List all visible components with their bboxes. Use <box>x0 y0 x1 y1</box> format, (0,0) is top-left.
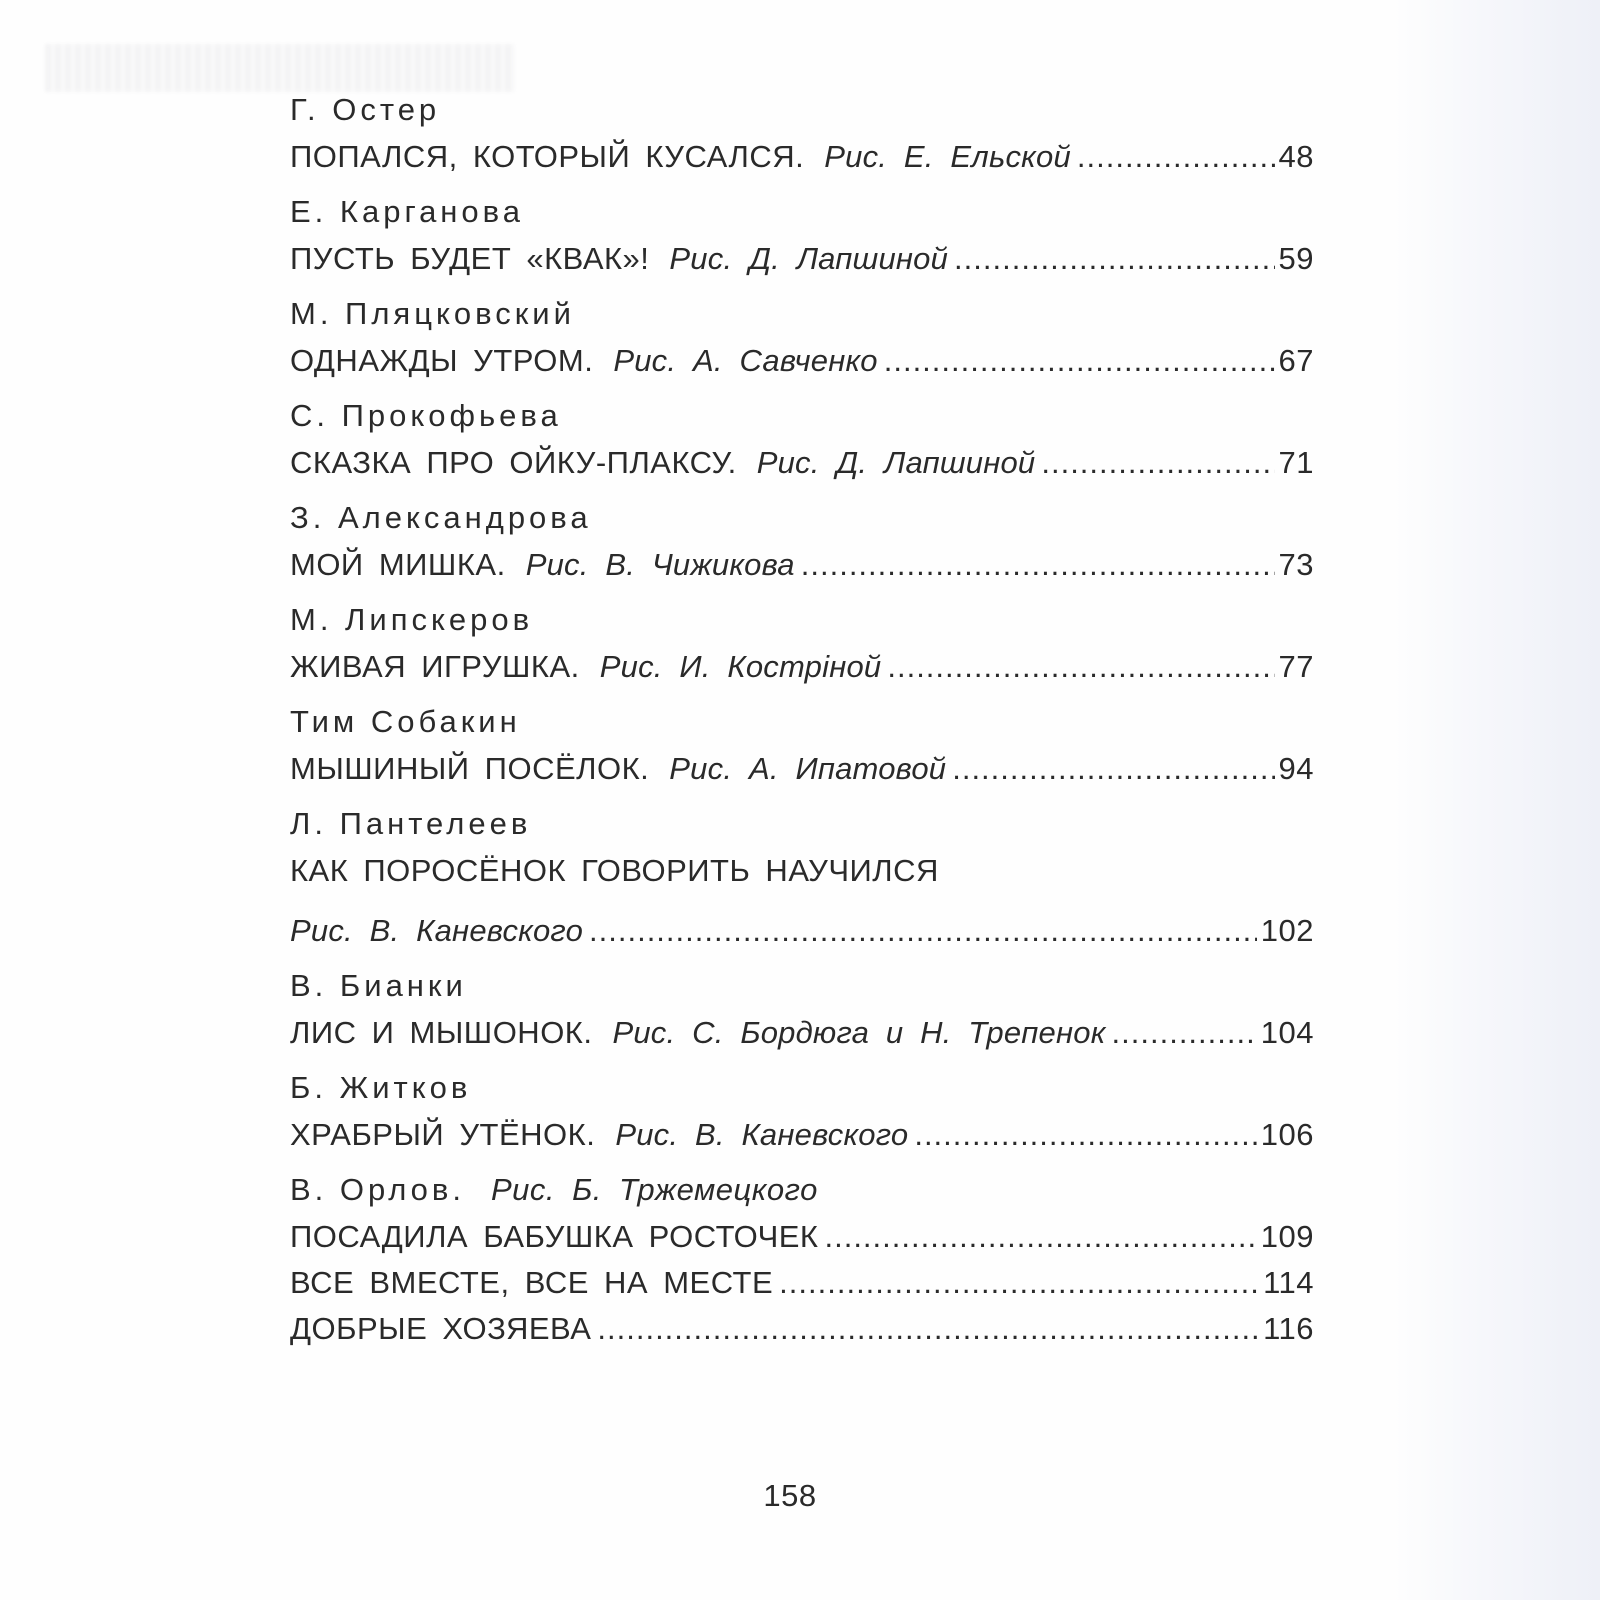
entry-title: ОДНАЖДЫ УТРОМ. <box>290 343 594 378</box>
entry-illustrator: Рис. В. Чижикова <box>525 547 795 582</box>
entry-page: 102 <box>1260 913 1314 948</box>
entry-illustrator: Рис. В. Каневского <box>290 913 584 948</box>
page-spine-shadow <box>1390 0 1600 1600</box>
entry-title: МЫШИНЫЙ ПОСЁЛОК. <box>290 751 650 786</box>
page-number: 158 <box>763 1478 817 1513</box>
entry-author: С. Прокофьева <box>290 398 562 433</box>
dot-leader <box>801 542 1275 588</box>
toc-entry <box>290 394 1314 486</box>
entry-title: ЛИС И МЫШОНОК. <box>290 1015 593 1050</box>
entry-author: З. Александрова <box>290 500 592 535</box>
entry-title: ВСЕ ВМЕСТЕ, ВСЕ НА МЕСТЕ <box>290 1265 774 1300</box>
entry-page: 104 <box>1260 1015 1314 1050</box>
toc-entry <box>290 964 1314 1056</box>
entry-page: 109 <box>1260 1219 1314 1254</box>
entry-title: ХРАБРЫЙ УТЁНОК. <box>290 1117 596 1152</box>
entry-author: М. Липскеров <box>290 602 534 637</box>
group-author: В. Орлов. <box>290 1172 465 1207</box>
entry-page: 48 <box>1278 139 1314 174</box>
entry-page: 114 <box>1263 1265 1314 1300</box>
toc-entry <box>290 598 1314 690</box>
entry-page: 116 <box>1263 1311 1314 1346</box>
dot-leader <box>1112 1010 1257 1056</box>
dot-leader <box>914 1112 1256 1158</box>
dot-leader <box>1077 134 1275 180</box>
toc-entry <box>290 292 1314 384</box>
entry-illustrator: Рис. С. Бордюга и Н. Трепенок <box>612 1015 1106 1050</box>
entry-author: Г. Остер <box>290 92 441 127</box>
entry-line <box>290 338 1314 384</box>
entry-page: 71 <box>1278 445 1314 480</box>
entry-line <box>290 746 1314 792</box>
entry-author <box>290 1168 1314 1212</box>
table-of-contents <box>290 88 1314 1362</box>
entry-page: 106 <box>1260 1117 1314 1152</box>
dot-leader <box>884 338 1275 384</box>
entry-line <box>290 644 1314 690</box>
entry-page: 73 <box>1278 547 1314 582</box>
entry-line <box>290 908 1314 954</box>
entry-line <box>290 542 1314 588</box>
entry-title: КАК ПОРОСЁНОК ГОВОРИТЬ НАУЧИЛСЯ <box>290 853 939 888</box>
entry-title: ПОСАДИЛА БАБУШКА РОСТОЧЕК <box>290 1219 819 1254</box>
entry-page: 77 <box>1278 649 1314 684</box>
entry-line <box>290 1112 1314 1158</box>
entry-title: МОЙ МИШКА. <box>290 547 506 582</box>
entry-line <box>290 1306 1314 1352</box>
entry-author: Л. Пантелеев <box>290 806 532 841</box>
entry-author: М. Пляцковский <box>290 296 575 331</box>
entry-line <box>290 1010 1314 1056</box>
entry-illustrator: Рис. Е. Ельской <box>824 139 1071 174</box>
entry-line <box>290 1214 1314 1260</box>
entry-author: Тим Собакин <box>290 704 521 739</box>
entry-line <box>290 236 1314 282</box>
entry-title: ПОПАЛСЯ, КОТОРЫЙ КУСАЛСЯ. <box>290 139 805 174</box>
bleed-through-text <box>45 44 515 92</box>
entry-line <box>290 1260 1314 1306</box>
entry-illustrator: Рис. И. Кострiной <box>599 649 882 684</box>
toc-entry <box>290 88 1314 180</box>
entry-author: Б. Житков <box>290 1070 472 1105</box>
toc-entry <box>290 1066 1314 1158</box>
entry-author: Е. Карганова <box>290 194 525 229</box>
dot-leader <box>779 1260 1259 1306</box>
toc-entry <box>290 802 1314 954</box>
entry-title: ПУСТЬ БУДЕТ «КВАК»! <box>290 241 650 276</box>
entry-illustrator: Рис. А. Ипатовой <box>669 751 947 786</box>
dot-leader <box>589 908 1257 954</box>
entry-line <box>290 134 1314 180</box>
entry-title: ЖИВАЯ ИГРУШКА. <box>290 649 580 684</box>
entry-line <box>290 440 1314 486</box>
entry-author: В. Бианки <box>290 968 467 1003</box>
entry-line <box>290 848 1314 894</box>
entry-page: 59 <box>1278 241 1314 276</box>
toc-entry <box>290 700 1314 792</box>
entry-illustrator: Рис. В. Каневского <box>615 1117 909 1152</box>
entry-illustrator: Рис. Д. Лапшиной <box>669 241 949 276</box>
entry-page: 67 <box>1278 343 1314 378</box>
entry-title: ДОБРЫЕ ХОЗЯЕВА <box>290 1311 592 1346</box>
entry-title: СКАЗКА ПРО ОЙКУ-ПЛАКСУ. <box>290 445 737 480</box>
dot-leader <box>824 1214 1256 1260</box>
entry-illustrator: Рис. Д. Лапшиной <box>756 445 1036 480</box>
dot-leader <box>887 644 1274 690</box>
group-illustrator: Рис. Б. Тржемецкого <box>490 1172 818 1207</box>
dot-leader <box>597 1306 1259 1352</box>
dot-leader <box>954 236 1274 282</box>
entry-illustrator: Рис. А. Савченко <box>613 343 878 378</box>
toc-entry <box>290 190 1314 282</box>
toc-entry <box>290 496 1314 588</box>
dot-leader <box>952 746 1274 792</box>
entry-page: 94 <box>1278 751 1314 786</box>
dot-leader <box>1041 440 1274 486</box>
toc-entry-group <box>290 1168 1314 1352</box>
